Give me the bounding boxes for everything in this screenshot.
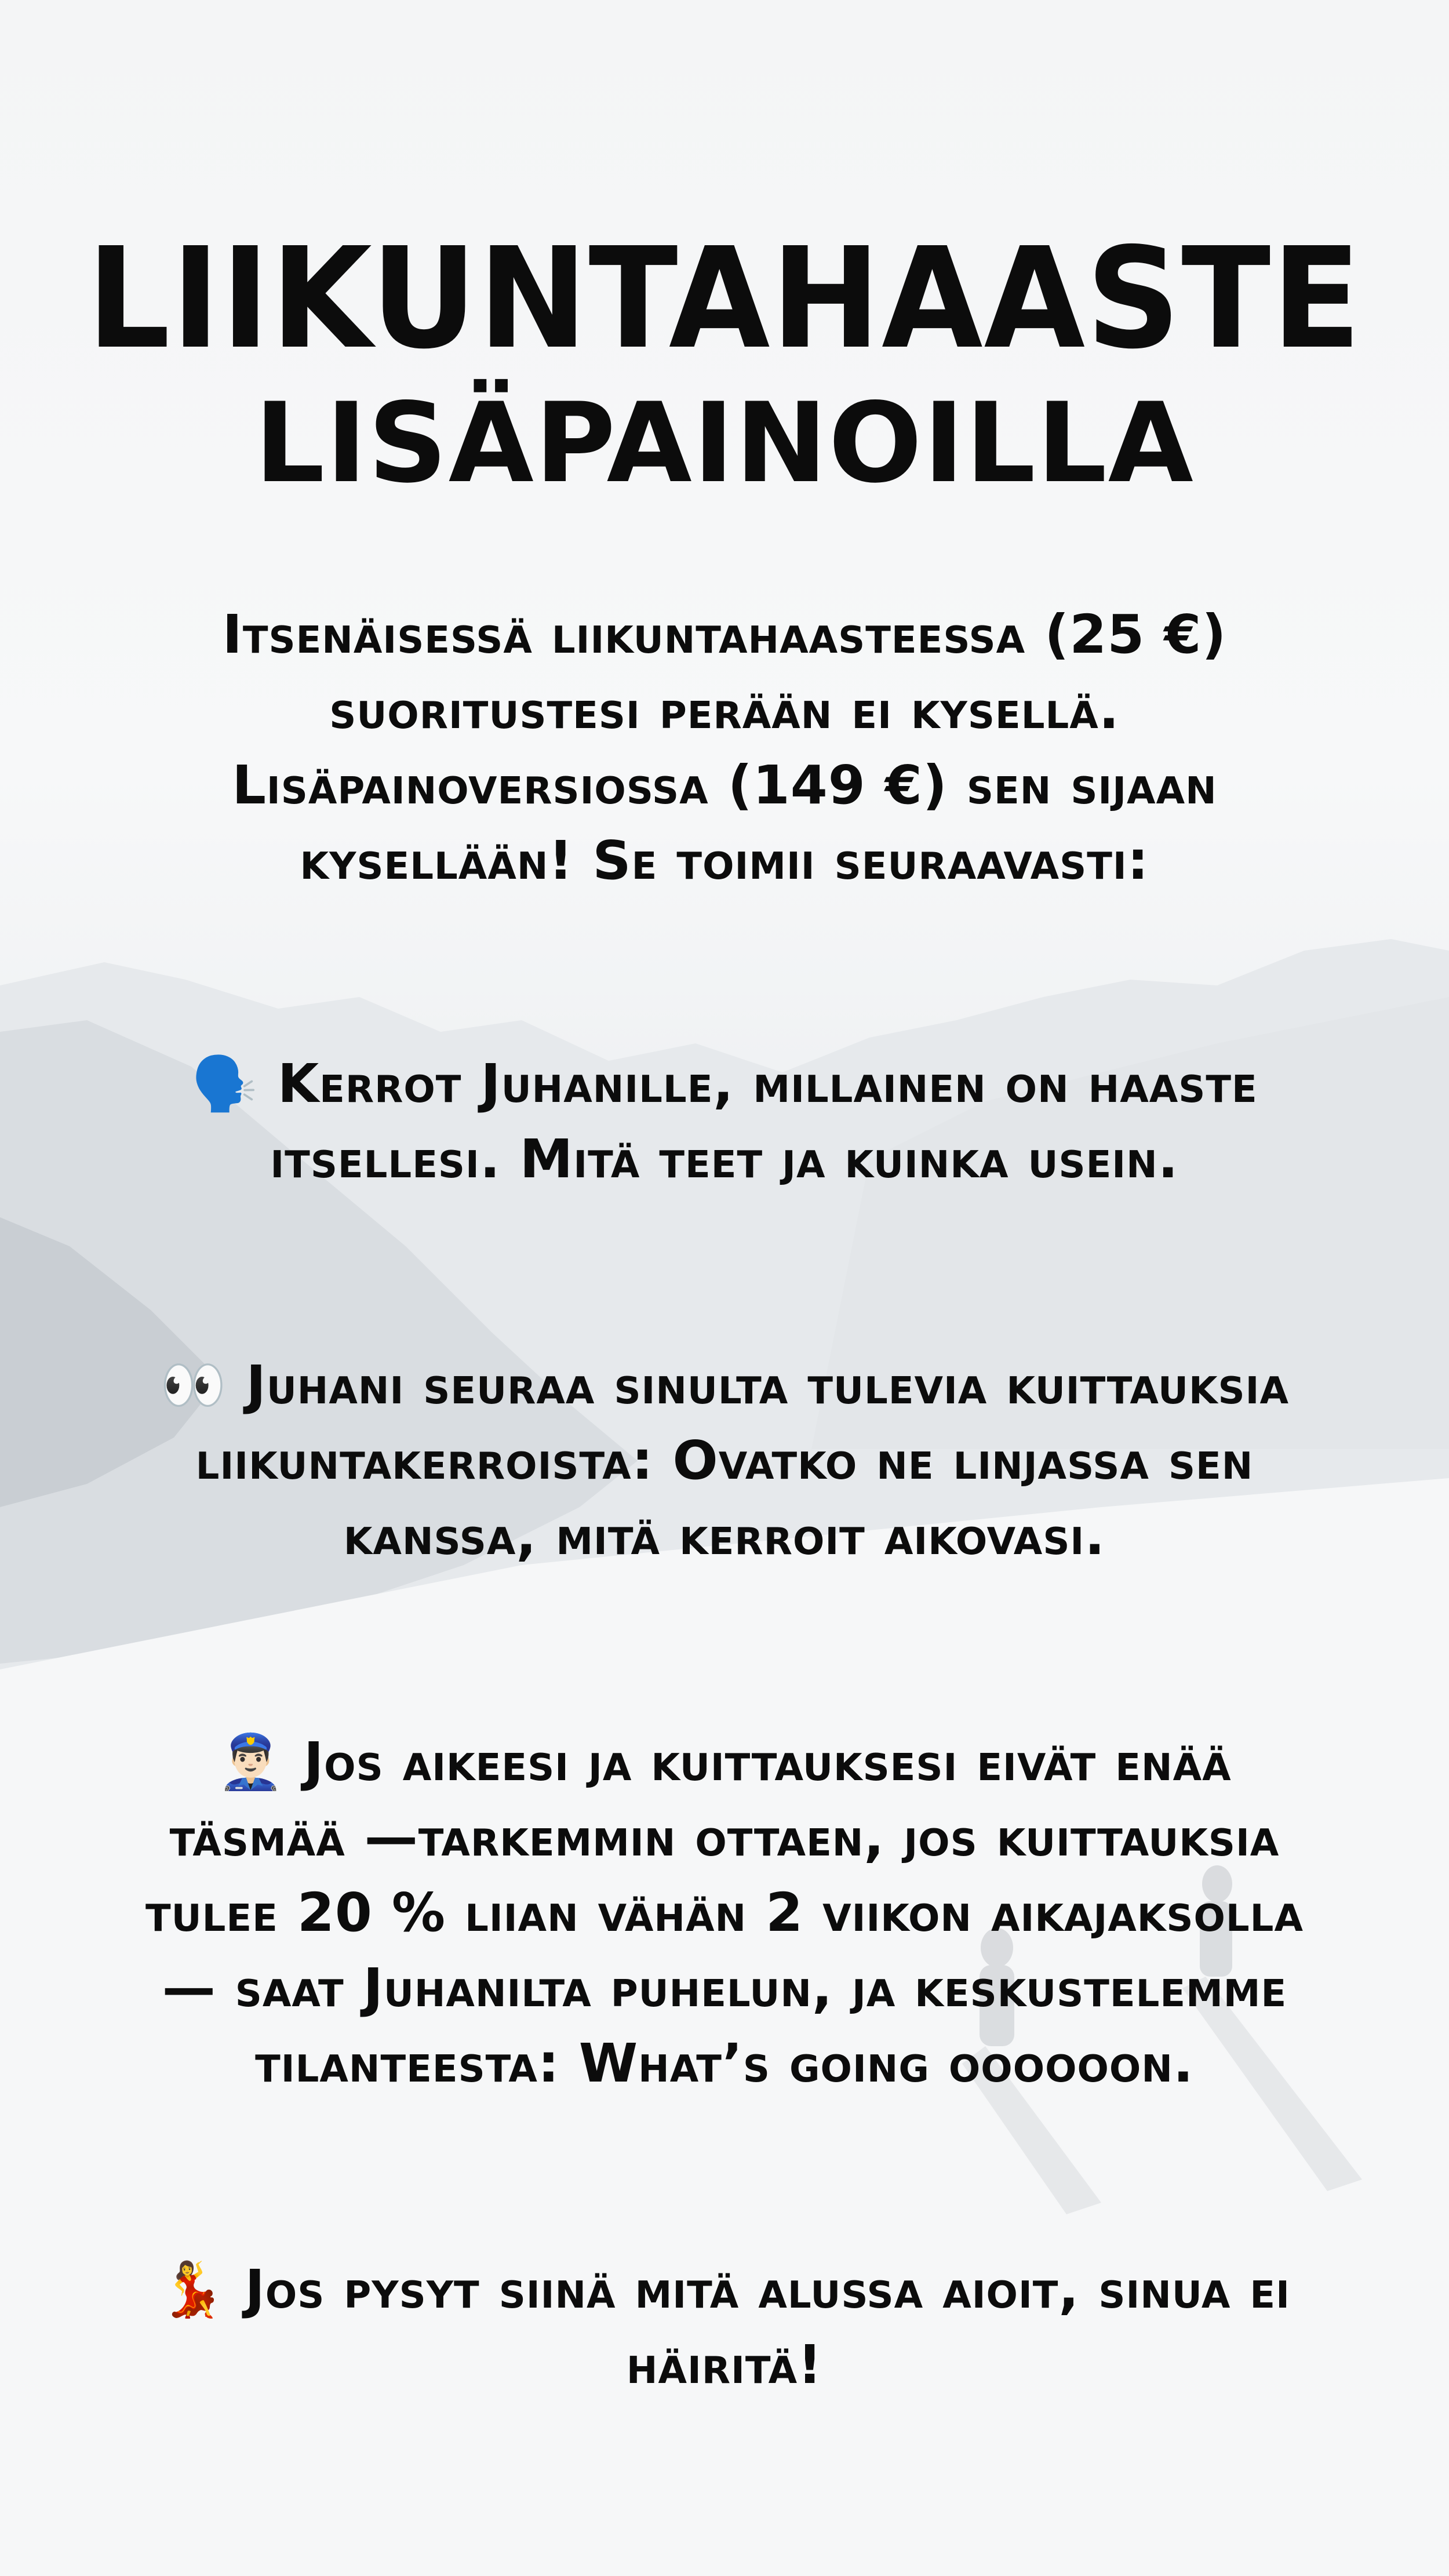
step-call-text: Jos aikeesi ja kuittauksesi eivät enää täsmää —tarkemmin ottaen, jos kuittauksia tulee 20 % liian vähän 2 viikon aikajaksolla— saat Juhanilta puhelun, ja keskustelemme tilanteesta: What’s going oooooon. [145,1731,1304,2094]
intro-text: Itsenäisessä liikuntahaasteessa (25 €) suoritustesi perään ei kysellä. Lisäpainoversiossa (149 €) sen sijaan kysellään! Se toimii seuraavasti: [222,603,1227,892]
page-title: LIIKUNTAHAASTE [86,217,1363,380]
step-watch-paragraph [145,1348,1304,1574]
step-tell-text: Kerrot Juhanille, millainen on haaste itsellesi. Mitä teet ja kuinka usein. [270,1053,1258,1190]
step-ok-text: Jos pysyt siinä mitä alussa aioit, sinua ei häiritä! [245,2258,1290,2396]
speaking-head-icon: 🗣️ [191,1053,259,1115]
page-subtitle: LISÄPAINOILLA [254,379,1195,507]
eyes-icon: 👀 [160,1354,227,1416]
step-tell-paragraph [145,1046,1304,1197]
step-call-paragraph [145,1724,1304,2101]
step-watch-text: Juhani seuraa sinulta tulevia kuittauksia liikuntakerroista: Ovatko ne linjassa sen kanssa, mitä kerroit aikovasi. [195,1354,1289,1567]
dancer-icon: 💃 [159,2258,226,2320]
police-officer-icon: 👮🏻‍♂️ [217,1731,285,1793]
step-ok-paragraph [145,2252,1304,2403]
intro-paragraph [145,597,1304,898]
